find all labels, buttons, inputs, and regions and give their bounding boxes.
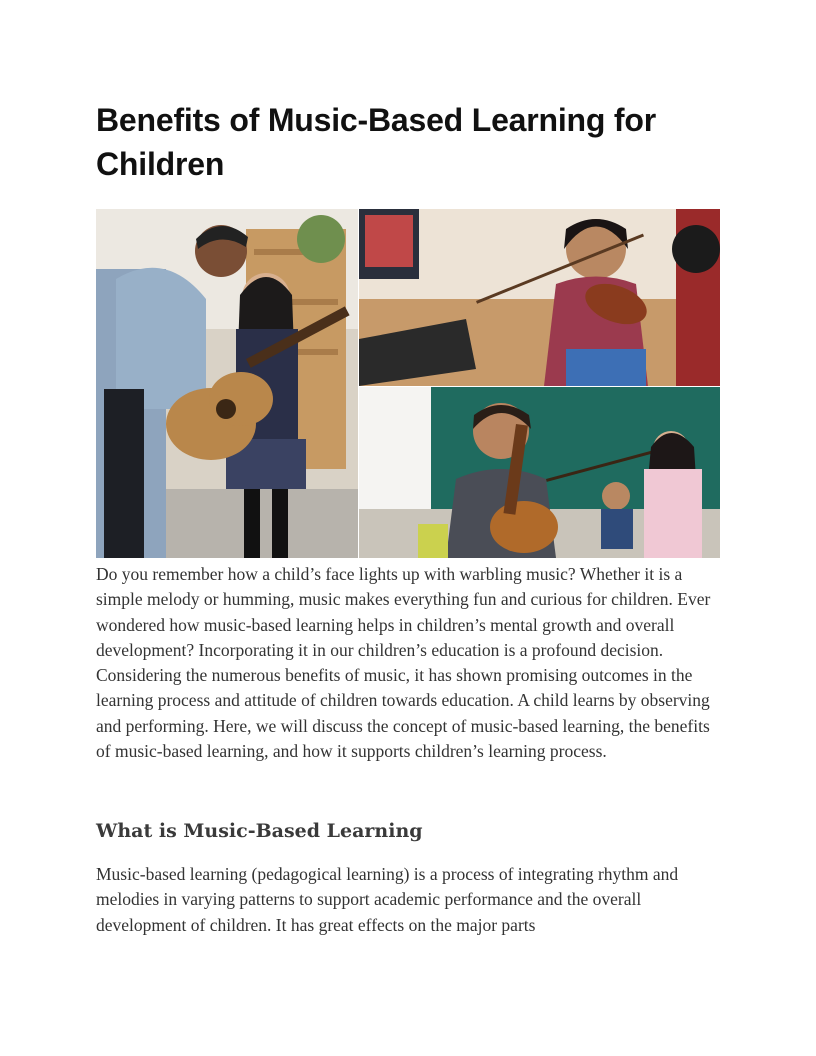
hero-image-collage — [96, 209, 720, 558]
section-paragraph: Music-based learning (pedagogical learning) is a process of integrating rhythm and melodies in varying patterns to support academic performance and the overall development of children. It has great effects on the major parts — [96, 864, 679, 935]
panel-teacher-guitar-student — [96, 209, 358, 558]
panel-boy-violin-classroom — [359, 387, 720, 558]
article-title: Benefits of Music-Based Learning for Children — [96, 102, 656, 182]
panel-girl-violin — [359, 209, 720, 386]
section-heading: What is Music-Based Learning — [96, 820, 423, 842]
intro-paragraph: Do you remember how a child’s face lights up with warbling music? Whether it is a simple melody or humming, music makes everything fun and curious for children. Ever wondered how music-based learning helps in children’s mental growth and overall development? Incorporating it in our children’s education is a profound decision. Considering the numerous benefits of music, it has shown promising outcomes in the learning process and attitude of children towards education. A child learns by observing and performing. Here, we will discuss the concept of music-based learning, the benefits of music-based learning, and how it supports children’s learning process. — [96, 564, 711, 762]
